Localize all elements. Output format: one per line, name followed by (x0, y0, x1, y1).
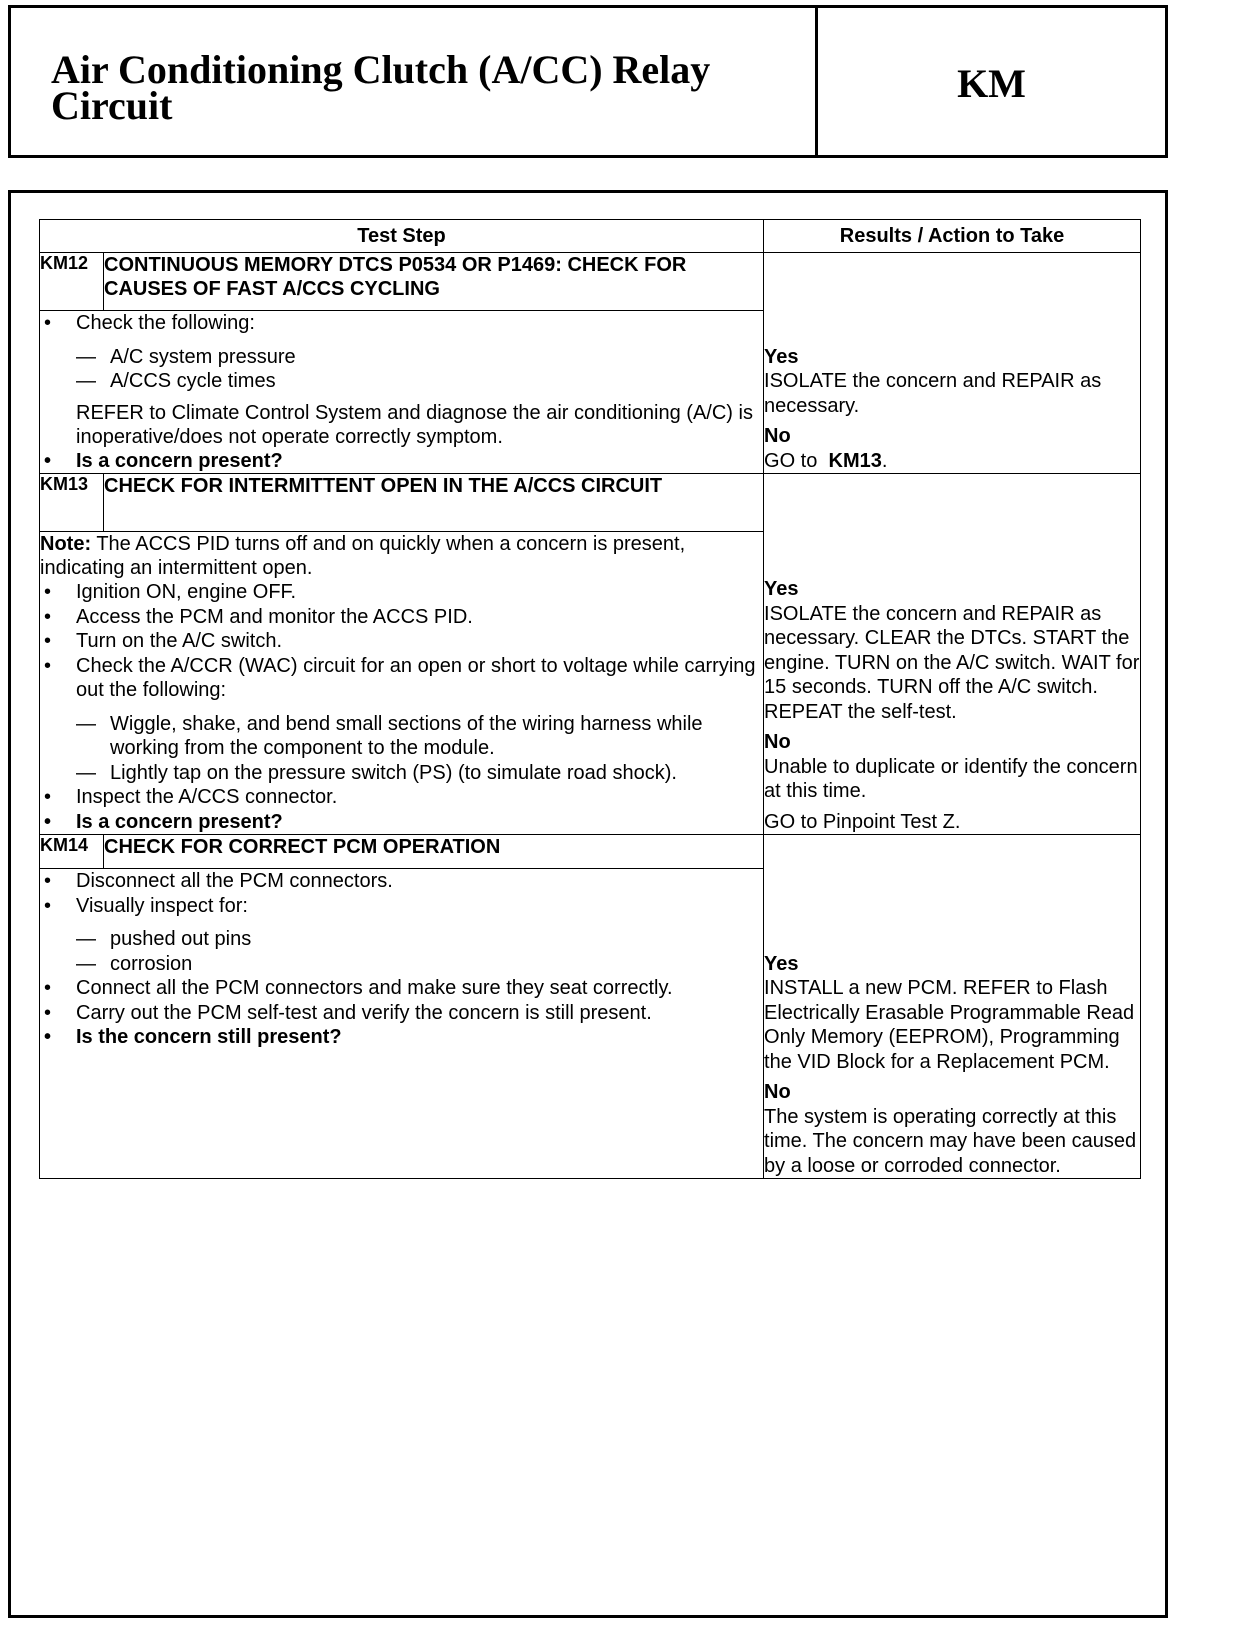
dash-text: Lightly tap on the pressure switch (PS) (to simulate road shock). (110, 761, 677, 784)
note-label: Note: (40, 533, 92, 555)
col-header-test-step: Test Step (40, 220, 764, 253)
no-label: No (764, 1081, 791, 1103)
yes-action: ISOLATE the concern and REPAIR as necessary. (764, 370, 1102, 417)
yes-action: ISOLATE the concern and REPAIR as necessary. CLEAR the DTCs. START the engine. TURN on the A/C switch. WAIT for 15 seconds. TURN off the A/C switch. REPEAT the self-test. (764, 602, 1140, 723)
step-km13-results (764, 474, 1141, 835)
dash-item: — A/C system pressure (76, 345, 296, 368)
content-frame (8, 190, 1168, 1618)
bullet-item: • Ignition ON, engine OFF. (40, 580, 763, 605)
bullet-item: • Disconnect all the PCM connectors. (40, 869, 763, 894)
bullet-item: • Connect all the PCM connectors and make sure they seat correctly. (40, 976, 763, 1001)
table-header-row (40, 220, 1141, 253)
page-title (51, 47, 711, 128)
step-km12-title-row (40, 253, 1141, 311)
step-id: KM12 (40, 253, 104, 311)
dash-text: A/C system pressure (110, 345, 296, 368)
step-km14-body (40, 869, 764, 1179)
note-text: The ACCS PID turns off and on quickly when a concern is present, indicating an intermittent open. (40, 533, 686, 579)
step-km14-title-row (40, 835, 1141, 869)
bullet-item: • Turn on the A/C switch. (40, 629, 763, 654)
step-id: KM14 (40, 835, 104, 869)
step-title: CHECK FOR CORRECT PCM OPERATION (104, 835, 764, 869)
dash-text: Wiggle, shake, and bend small sections of the wiring harness while working from the component to the module. (110, 712, 703, 759)
step-km13-body (40, 532, 764, 835)
bullet-item: • Access the PCM and monitor the ACCS PID. (40, 605, 763, 630)
bullet-item: • Check the following: (40, 311, 763, 336)
no-action: Unable to duplicate or identify the concern at this time. (764, 755, 1138, 802)
no-action: The system is operating correctly at this time. The concern may have been caused by a loose or corroded connector. (764, 1105, 1137, 1177)
dash-item: — Lightly tap on the pressure switch (PS) (to simulate road shock). (76, 761, 677, 784)
question: • Is a concern present? (40, 810, 763, 835)
question: • Is the concern still present? (40, 1025, 763, 1050)
step-km14-results (764, 835, 1141, 1179)
bullet-item: • Visually inspect for: (40, 894, 763, 919)
page-header (8, 5, 1168, 158)
step-id: KM13 (40, 474, 104, 532)
title-line-1: Air Conditioning Clutch (A/CC) Relay (51, 47, 711, 92)
yes-label: Yes (764, 345, 799, 368)
no-action-end: . (881, 449, 888, 472)
no-action-ref: KM13 (828, 449, 882, 472)
step-km12-results (764, 253, 1141, 474)
dash-text: pushed out pins (110, 928, 252, 950)
step-title: CONTINUOUS MEMORY DTCS P0534 OR P1469: CHECK FOR CAUSES OF FAST A/CCS CYCLING (104, 253, 764, 311)
step-km12-body (40, 311, 764, 474)
dash-item: — Wiggle, shake, and bend small sections of the wiring harness while working from the component to the module. (76, 712, 703, 759)
dash-item: — A/CCS cycle times (76, 370, 276, 392)
section-code: KM (957, 61, 1026, 106)
title-cell (11, 8, 818, 155)
no-label: No (764, 425, 791, 447)
instruction-text: REFER to Climate Control System and diagnose the air conditioning (A/C) is inoperative/does not operate correctly symptom. (76, 401, 753, 448)
dash-text: A/CCS cycle times (110, 370, 276, 392)
yes-label: Yes (764, 578, 799, 600)
col-header-results: Results / Action to Take (764, 220, 1141, 253)
step-title: CHECK FOR INTERMITTENT OPEN IN THE A/CCS CIRCUIT (104, 474, 764, 532)
bullet-item: • Carry out the PCM self-test and verify the concern is still present. (40, 1001, 763, 1026)
bullet-item: • Check the A/CCR (WAC) circuit for an open or short to voltage while carrying out the following: (40, 654, 763, 703)
code-cell (818, 8, 1165, 155)
dash-item: — pushed out pins (76, 928, 252, 950)
test-step-table (39, 219, 1141, 1179)
dash-item: — corrosion (76, 952, 193, 975)
dash-text: corrosion (110, 952, 193, 975)
question: • Is a concern present? (40, 449, 763, 474)
no-action (764, 449, 1140, 474)
bullet-item: • Inspect the A/CCS connector. (40, 785, 763, 810)
no-action-text: GO to (764, 449, 818, 472)
note (40, 532, 763, 580)
no-action-goto: GO to Pinpoint Test Z. (764, 810, 961, 833)
yes-label: Yes (764, 952, 799, 975)
yes-action: INSTALL a new PCM. REFER to Flash Electrically Erasable Programmable Read Only Memory (EEPROM), Programming the VID Block for a Replacement PCM. (764, 977, 1135, 1073)
title-line-2: Circuit (51, 83, 173, 128)
step-km13-title-row (40, 474, 1141, 532)
no-label: No (764, 731, 791, 753)
